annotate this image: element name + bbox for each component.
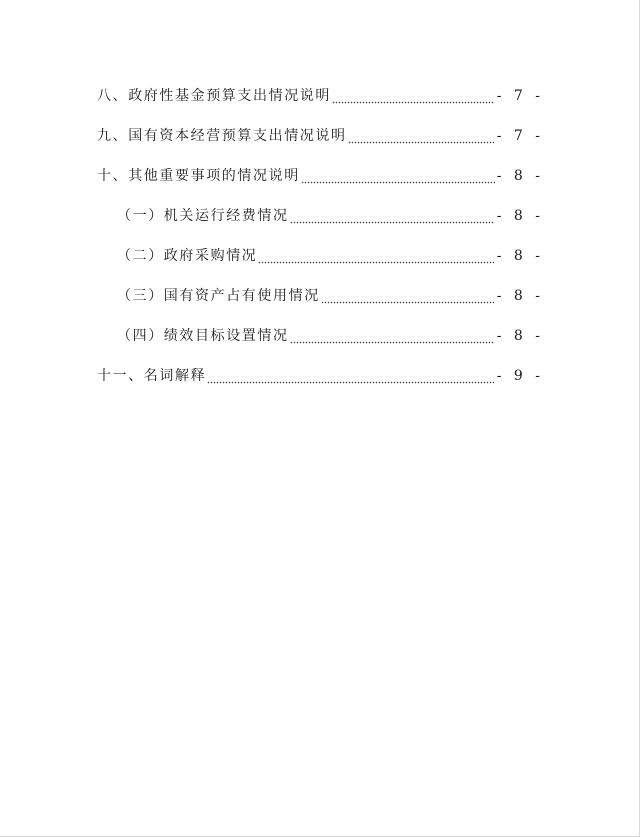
toc-dot-leader xyxy=(258,246,494,266)
toc-entry-glossary[interactable] xyxy=(97,362,544,386)
toc-entry-page-number: - 8 - xyxy=(496,248,544,264)
toc-entry-page-number: - 8 - xyxy=(496,208,544,224)
toc-entry-state-assets[interactable] xyxy=(117,282,544,306)
toc-entry-title: 十一、名词解释 xyxy=(97,368,207,384)
toc-entry-title: 九、国有资本经营预算支出情况说明 xyxy=(97,128,347,144)
toc-entry-government-procurement[interactable] xyxy=(117,242,544,266)
toc-entry-title: （一）机关运行经费情况 xyxy=(117,208,289,224)
toc-entry-page-number: - 7 - xyxy=(496,128,544,144)
toc-dot-leader xyxy=(301,166,495,186)
toc-dot-leader xyxy=(348,126,495,146)
toc-entry-state-capital-budget[interactable] xyxy=(97,122,544,146)
toc-entry-government-fund-budget[interactable] xyxy=(97,82,544,106)
toc-dot-leader xyxy=(207,366,495,386)
toc-entry-title: 十、其他重要事项的情况说明 xyxy=(97,168,300,184)
toc-entry-title: （二）政府采购情况 xyxy=(117,248,258,264)
toc-entry-title: （四）绩效目标设置情况 xyxy=(117,328,289,344)
toc-entry-title: 八、政府性基金预算支出情况说明 xyxy=(97,88,331,104)
toc-entry-page-number: - 9 - xyxy=(496,368,544,384)
toc-entry-page-number: - 7 - xyxy=(496,88,544,104)
toc-entry-title: （三）国有资产占有使用情况 xyxy=(117,288,320,304)
toc-dot-leader xyxy=(321,286,495,306)
toc-entry-page-number: - 8 - xyxy=(496,328,544,344)
toc-dot-leader xyxy=(290,326,495,346)
toc-entry-page-number: - 8 - xyxy=(496,168,544,184)
toc-dot-leader xyxy=(332,86,495,106)
toc-entry-page-number: - 8 - xyxy=(496,288,544,304)
toc-entry-performance-targets[interactable] xyxy=(117,322,544,346)
toc-entry-other-matters[interactable] xyxy=(97,162,544,186)
toc-dot-leader xyxy=(290,206,495,226)
toc-entry-operating-expenses[interactable] xyxy=(117,202,544,226)
